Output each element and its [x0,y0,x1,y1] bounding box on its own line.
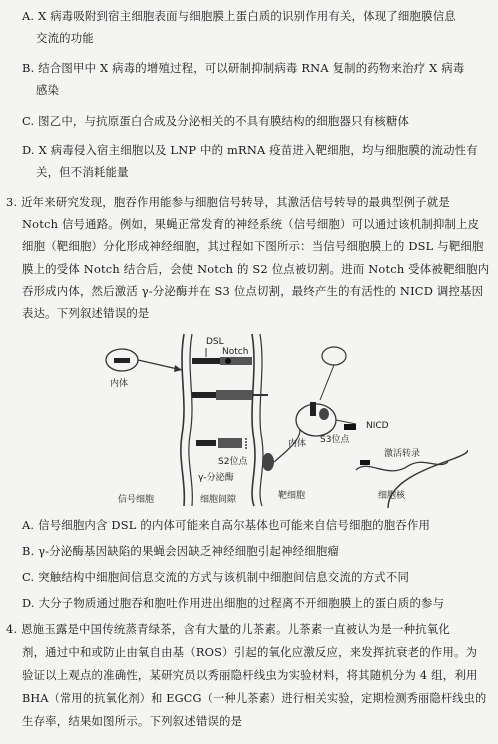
label-nicd: NICD [366,421,389,431]
q3-option-c: C. 突触结构中细胞间信息交流的方式与该机制中细胞间信息交流的方式不同 [22,570,410,584]
notch-ecto-cleaved [218,438,242,448]
q3-stem-line5: 吞形成内体，然后激活 γ-分泌酶并在 S3 位点切割，最终产生的有活性的 NICD 调控基因 [22,284,484,298]
q2-option-d-line2: 关，但不消耗能量 [36,165,129,179]
endosome-link-line [320,365,334,400]
label-endosome-right: 内体 [288,439,307,449]
endosome-arrowhead [174,365,182,372]
signal-cell-membrane [181,334,184,506]
target-cell-membrane [252,334,255,506]
nicd-arrow [336,420,356,424]
label-nucleus: 细胞核 [378,491,406,501]
q2-option-b-line2: 感染 [36,83,60,97]
endosome-top-shape [322,347,346,365]
q3-option-d: D. 大分子物质通过胞吞和胞吐作用进出细胞的过程离不开细胞膜上的蛋白质的参与 [22,596,445,610]
q4-stem-line2: 剂，通过中和或防止由氧自由基（ROS）引起的氧化应激反应，来发挥抗衰老的作用。为 [22,645,478,659]
dsl-in-endosome [114,358,130,363]
label-s3: S3位点 [320,435,350,445]
q4-stem-line4: BHA（常用的抗氧化剂）和 EGCG（一种儿茶素）进行相关实验，定期检测秀丽隐杆线虫的 [22,692,487,705]
label-transcription: 激活转录 [384,449,421,459]
q4-stem-line1: 4. 恩施玉露是中国传统蒸青绿茶，含有大量的儿茶素。儿茶素一直被认为是一种抗氧化 [6,622,450,636]
notch-pathway-diagram [88,330,468,508]
q3-stem-line3: 细胞（靶细胞）分化形成神经细胞，其过程如下图所示：当信号细胞膜上的 DSL 与靶细胞 [22,239,484,253]
q2-option-c: C. 图乙中，与抗原蛋白合成及分泌相关的不具有膜结构的细胞器只有核糖体 [22,114,410,128]
label-notch: Notch [222,347,249,357]
q2-option-b-line1: B. 结合图甲中 X 病毒的增殖过程，可以研制抑制病毒 RNA 复制的药物来治疗 X 病毒 [22,61,465,75]
q4-stem-line5: 生存率，结果如图所示。下列叙述错误的是 [22,714,243,728]
notch-pathway-svg [88,330,468,508]
q3-stem-line1: 3. 近年来研究发现，胞吞作用能参与细胞信号转导，其激活信号转导的最典型例子就是 [6,195,450,209]
label-dsl: DSL [206,337,224,347]
dsl-ligand-3 [196,440,216,446]
label-gap: 细胞间隙 [200,495,237,505]
q3-stem-line2: Notch 信号通路。例如，果蝇正常发育的神经系统（信号细胞）可以通过该机制抑制上皮 [22,217,480,231]
signal-cell-membrane-inner [189,334,192,506]
q3-stem-line6: 表达。下列叙述错误的是 [22,306,150,320]
notch-ball [225,358,231,364]
q4-stem-line3: 验证以上观点的准确性，某研究员以秀丽隐杆线虫为实验材料，将其随机分为 4 组，利用 [22,668,478,682]
target-cell-membrane-inner [260,334,263,506]
gamma-in-endosome [319,408,329,420]
label-signal-cell: 信号细胞 [118,495,155,505]
nicd-on-dna [360,460,370,465]
label-gamma-secretase: γ-分泌酶 [198,473,234,483]
q3-option-a: A. 信号细胞内含 DSL 的内体可能来自高尔基体也可能来自信号细胞的胞吞作用 [22,518,431,532]
nicd-fragment [344,424,356,430]
dsl-ligand-2 [192,392,216,398]
q3-option-b: B. γ-分泌酶基因缺陷的果蝇会因缺乏神经细胞引起神经细胞瘤 [22,544,340,558]
q2-option-d-line1: D. X 病毒侵入宿主细胞以及 LNP 中的 mRNA 疫苗进入靶细胞，均与细胞膜的流动性有 [22,143,478,157]
label-s2: S2位点 [218,457,248,467]
notch-receptor-2 [216,390,252,400]
dsl-ligand [192,358,220,364]
q2-option-a-line1: A. X 病毒吸附到宿主细胞表面与细胞膜上蛋白质的识别作用有关，体现了细胞膜信息 [22,9,456,23]
label-target-cell: 靶细胞 [278,491,306,501]
label-endosome-left: 内体 [110,379,129,389]
notch-receptor-top [220,357,252,365]
q2-option-a-line2: 交流的功能 [36,31,94,45]
q3-stem-line4: 膜上的受体 Notch 结合后，会使 Notch 的 S2 位点被切割。进而 Notch 受体被靶细胞内 [22,262,490,276]
notch-in-endosome [310,402,316,416]
gamma-secretase-blob [262,453,274,471]
